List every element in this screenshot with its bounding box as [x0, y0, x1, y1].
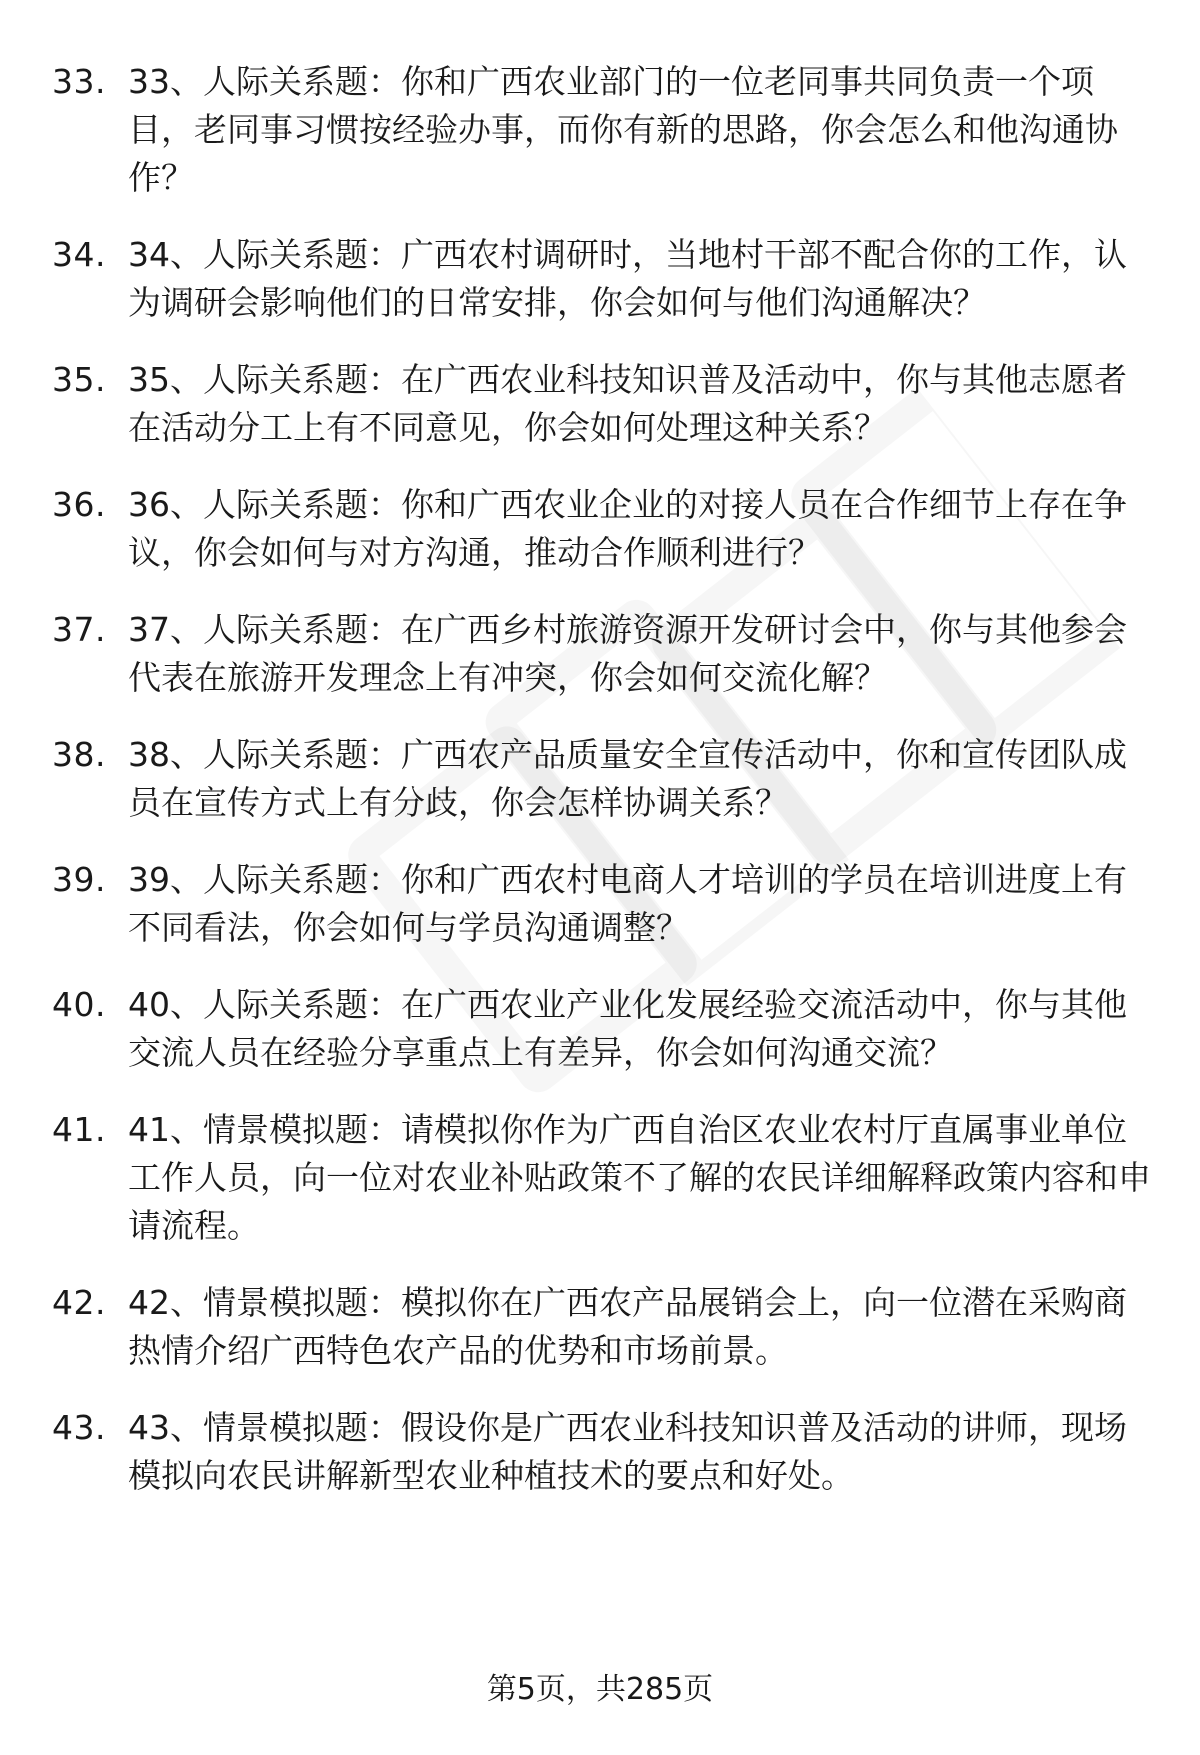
question-number: 33.: [52, 62, 106, 101]
list-item: [52, 1106, 1152, 1250]
question-text: 35、人际关系题：在广西农业科技知识普及活动中，你与其他志愿者在活动分工上有不同意见，你会如何处理这种关系？: [128, 360, 1127, 447]
question-list: [52, 58, 1152, 1529]
question-number: 37.: [52, 610, 106, 649]
question-text: 36、人际关系题：你和广西农业企业的对接人员在合作细节上存在争议，你会如何与对方沟通，推动合作顺利进行？: [128, 485, 1127, 572]
question-text: 40、人际关系题：在广西农业产业化发展经验交流活动中，你与其他交流人员在经验分享重点上有差异，你会如何沟通交流？: [128, 985, 1127, 1072]
question-number: 43.: [52, 1408, 106, 1447]
page-footer: [0, 1670, 1200, 1710]
list-item: [52, 856, 1152, 952]
question-number: 35.: [52, 360, 106, 399]
question-text: 37、人际关系题：在广西乡村旅游资源开发研讨会中，你与其他参会代表在旅游开发理念上有冲突，你会如何交流化解？: [128, 610, 1127, 697]
list-item: [52, 231, 1152, 327]
list-item: [52, 981, 1152, 1077]
list-item: [52, 1404, 1152, 1500]
question-number: 42.: [52, 1283, 106, 1322]
page-number-label: 第5页，共285页: [486, 1672, 714, 1707]
list-item: [52, 481, 1152, 577]
question-text: 33、人际关系题：你和广西农业部门的一位老同事共同负责一个项目，老同事习惯按经验办事，而你有新的思路，你会怎么和他沟通协作？: [128, 62, 1118, 197]
list-item: [52, 1279, 1152, 1375]
question-number: 34.: [52, 235, 106, 274]
question-text: 39、人际关系题：你和广西农村电商人才培训的学员在培训进度上有不同看法，你会如何与学员沟通调整？: [128, 860, 1127, 947]
question-text: 34、人际关系题：广西农村调研时，当地村干部不配合你的工作，认为调研会影响他们的日常安排，你会如何与他们沟通解决？: [128, 235, 1127, 322]
list-item: [52, 606, 1152, 702]
question-text: 38、人际关系题：广西农产品质量安全宣传活动中，你和宣传团队成员在宣传方式上有分歧，你会怎样协调关系？: [128, 735, 1127, 822]
question-text: 43、情景模拟题：假设你是广西农业科技知识普及活动的讲师，现场模拟向农民讲解新型农业种植技术的要点和好处。: [128, 1408, 1127, 1495]
question-number: 36.: [52, 485, 106, 524]
list-item: [52, 356, 1152, 452]
list-item: [52, 58, 1152, 202]
question-number: 39.: [52, 860, 106, 899]
question-number: 38.: [52, 735, 106, 774]
question-number: 41.: [52, 1110, 106, 1149]
question-text: 42、情景模拟题：模拟你在广西农产品展销会上，向一位潜在采购商热情介绍广西特色农产品的优势和市场前景。: [128, 1283, 1127, 1370]
list-item: [52, 731, 1152, 827]
question-text: 41、情景模拟题：请模拟你作为广西自治区农业农村厅直属事业单位工作人员，向一位对农业补贴政策不了解的农民详细解释政策内容和申请流程。: [128, 1110, 1151, 1245]
question-number: 40.: [52, 985, 106, 1024]
